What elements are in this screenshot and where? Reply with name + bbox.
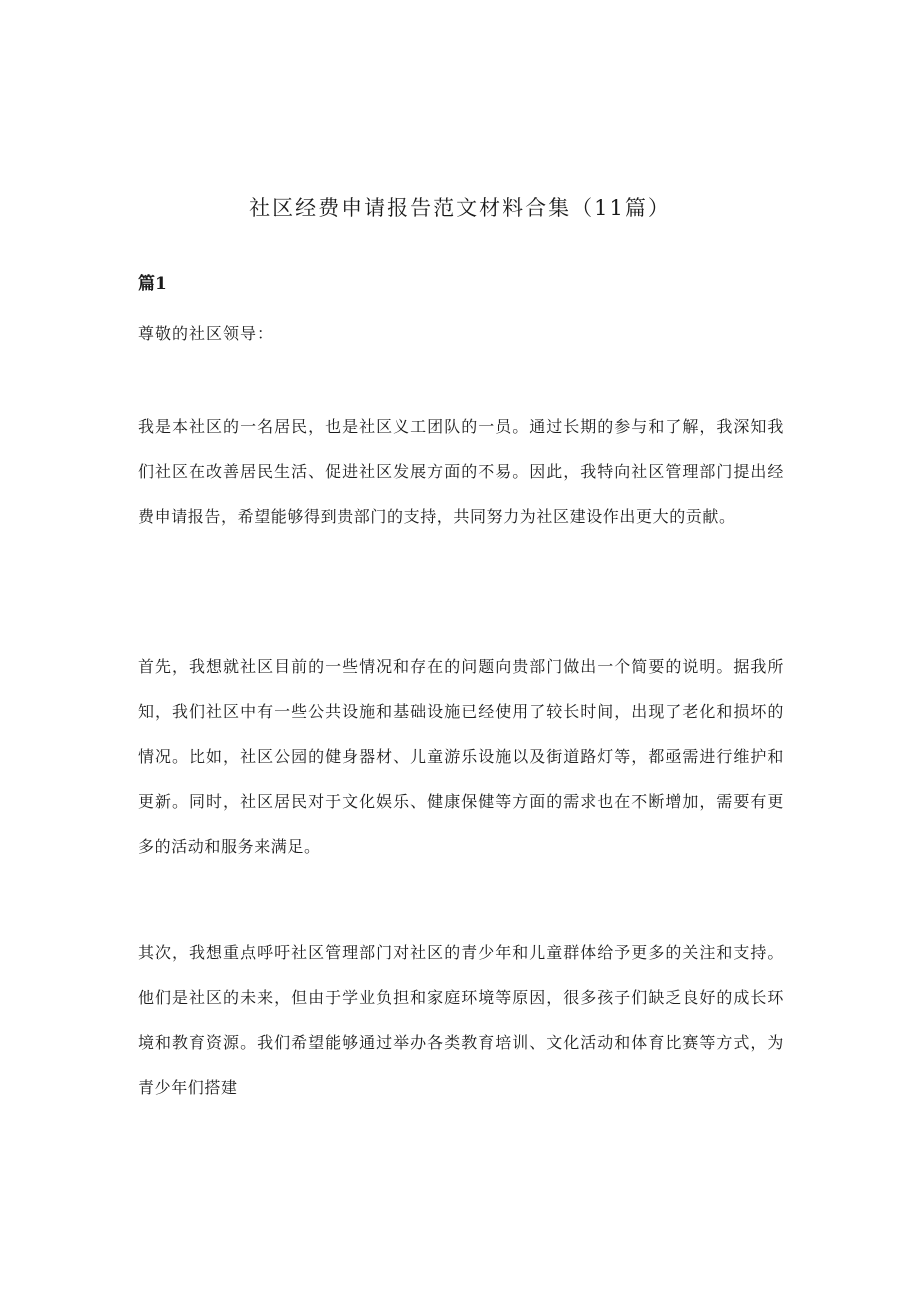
paragraph-current-situation: 首先，我想就社区目前的一些情况和存在的问题向贵部门做出一个简要的说明。据我所知，我们社区中有一些公共设施和基础设施已经使用了较长时间，出现了老化和损坏的情况。比如，社区公园的健身器材、儿童游乐设施以及街道路灯等，都亟需进行维护和更新。同时，社区居民对于文化娱乐、健康保健等方面的需求也在不断增加，需要有更多的活动和服务来满足。 <box>138 657 784 856</box>
salutation: 尊敬的社区领导： <box>138 324 275 343</box>
document-title: 社区经费申请报告范文材料合集（11篇） <box>249 196 671 220</box>
paragraph-youth-support: 其次，我想重点呼吁社区管理部门对社区的青少年和儿童群体给予更多的关注和支持。他们是社区的未来，但由于学业负担和家庭环境等原因，很多孩子们缺乏良好的成长环境和教育资源。我们希望能够通过举办各类教育培训、文化活动和体育比赛等方式，为青少年们搭建 <box>138 943 784 1097</box>
paragraph-intro: 我是本社区的一名居民，也是社区义工团队的一员。通过长期的参与和了解，我深知我们社区在改善居民生活、促进社区发展方面的不易。因此，我特向社区管理部门提出经费申请报告，希望能够得到贵部门的支持，共同努力为社区建设作出更大的贡献。 <box>138 417 784 526</box>
section-label: 篇1 <box>138 274 167 294</box>
